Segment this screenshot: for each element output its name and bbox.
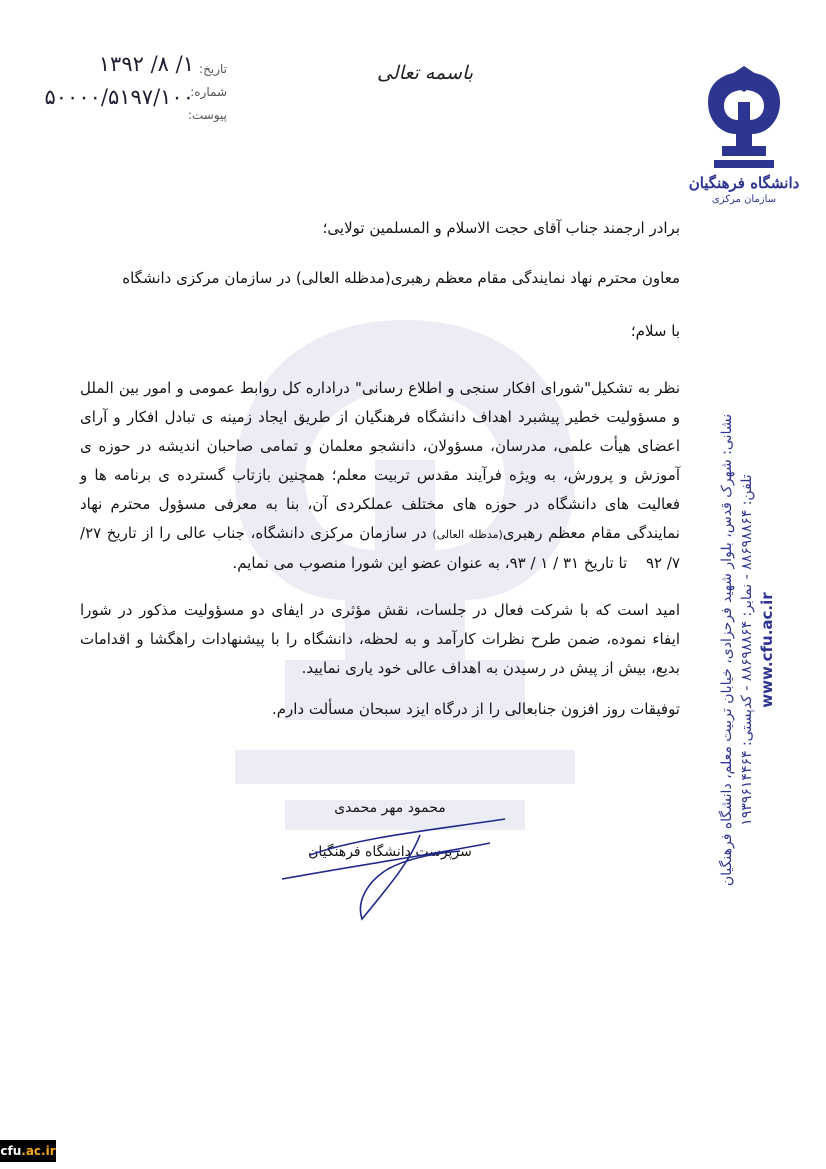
- contact-strip: [716, 400, 778, 900]
- greeting: با سلام؛: [630, 322, 680, 340]
- date-from: ۲۷/ ۷/ ۹۲: [80, 524, 680, 572]
- contact-website: www.cfu.ac.ir: [758, 592, 776, 708]
- contact-phones: تلفن: ۸۸۶۹۸۸۶۴ - نمابر: ۸۸۶۹۸۸۶۴ - کدپستی: ۱۹۳۹۶۱۴۴۶۴: [739, 474, 755, 826]
- number-label: شماره:: [190, 85, 227, 99]
- paragraph-appointment-part-d: ، به عنوان عضو این شورا منصوب می نمایم.: [232, 554, 510, 572]
- paragraph-appointment: [80, 374, 680, 578]
- site-badge: [0, 1140, 56, 1162]
- signatory-name: محمود مهر محمدی: [334, 800, 446, 816]
- honorific-small: (مدظله العالی): [432, 528, 503, 541]
- handwritten-signature: [270, 815, 510, 925]
- date-label: تاریخ:: [199, 62, 227, 76]
- paragraph-hope: امید است که با شرکت فعال در جلسات، نقش مؤثری در ایفای دو مسؤولیت مذکور در شورا ایفاء نموده، ضمن طرح نظرات کارآمد و به لحظه، دانشگاه را با پیشنهادات راهگشا و اقدامات بدیع، بیش از پیش در رسیدن به اهداف عالی خود یاری نمایید.: [80, 601, 680, 677]
- basmala-heading: باسمه تعالی: [376, 62, 474, 84]
- signatory-title: سرپرست دانشگاه فرهنگیان: [308, 844, 472, 860]
- site-badge-suffix: .ac.ir: [21, 1144, 56, 1158]
- date-to: ۳۱ / ۱ / ۹۳: [509, 554, 580, 572]
- letter-body: [80, 214, 680, 724]
- letter-date: ۱/ ۸/ ۱۳۹۲: [98, 52, 194, 76]
- paragraph-appointment-part-b: در سازمان مرکزی دانشگاه، جناب عالی را از تاریخ: [106, 524, 427, 542]
- closing-line: توفیقات روز افزون جنابعالی را از درگاه ایزد سبحان مسألت دارم.: [271, 700, 680, 718]
- letter-number: ۵۰۰۰۰/۵۱۹۷/۱۰۰: [44, 85, 194, 109]
- recipient-title: معاون محترم نهاد نمایندگی مقام معظم رهبری(مدظله العالی) در سازمان مرکزی دانشگاه: [122, 269, 680, 287]
- paragraph-appointment-part-c: تا تاریخ: [583, 554, 628, 572]
- salutation: برادر ارجمند جناب آقای حجت الاسلام و المسلمین تولایی؛: [322, 219, 680, 237]
- contact-address: نشانی: شهرک قدس، بلوار شهید فرحزادی، خیابان تربیت معلم، دانشگاه فرهنگیان: [719, 413, 735, 887]
- university-logo-icon: [694, 62, 794, 170]
- site-badge-prefix: cfu: [0, 1144, 22, 1158]
- attachment-label: پیوست:: [187, 108, 227, 122]
- logo-caption: [680, 174, 808, 205]
- paragraph-appointment-part-a: نظر به تشکیل"شورای افکار سنجی و اطلاع رسانی" دراداره کل روابط عمومی و امور بین الملل و مسؤولیت خطیر پیشبرد اهداف دانشگاه فرهنگیان از طریق ایجاد زمینه ی تبادل افکار و آرای اعضای هیأت علمی، مدرسان، مسؤولان، دانشجو معلمان و تمامی صاحبان اندیشه در حوزه ی آموزش و پرورش، به ویژه فرآیند مقدس تربیت معلم؛ همچنین بازتاب گسترده ی برنامه ها و فعالیت های دانشگاه در حوزه های مختلف عملکردی آن، بنا به معرفی مسؤول محترم نهاد نمایندگی مقام معظم رهبری: [80, 379, 680, 542]
- university-name: دانشگاه فرهنگیان: [688, 174, 800, 192]
- org-unit: سازمان مرکزی: [711, 194, 777, 205]
- letter-meta-values: [14, 48, 194, 114]
